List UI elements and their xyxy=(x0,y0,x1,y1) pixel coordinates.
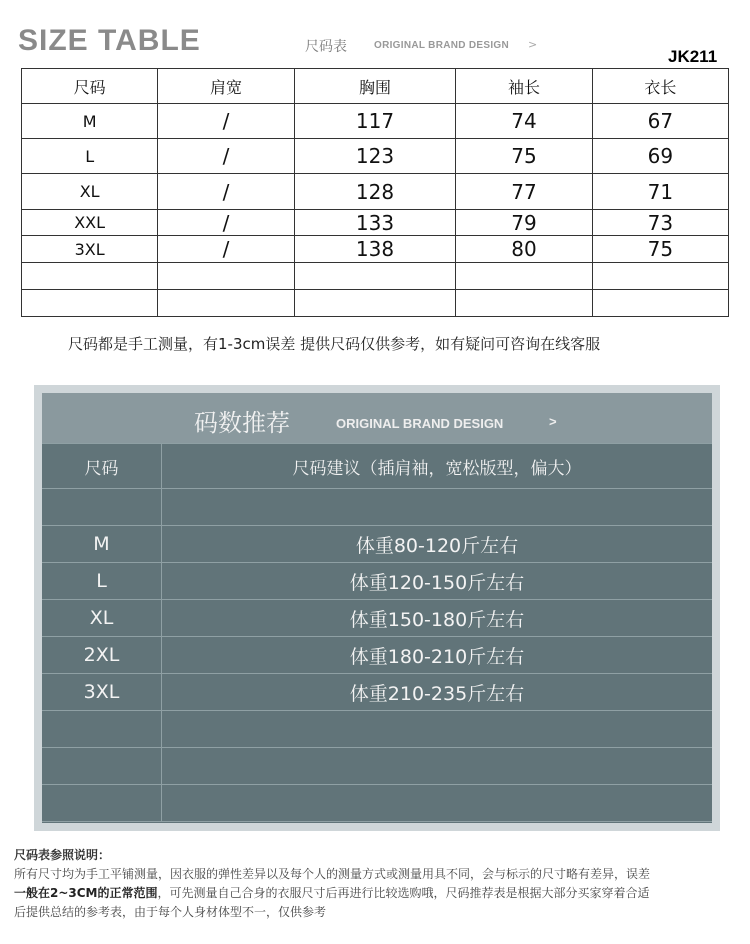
table-cell xyxy=(162,748,713,785)
note-emphasis: 一般在2~3CM的正常范围 xyxy=(14,886,158,900)
table-cell: 69 xyxy=(592,139,728,174)
table-cell: L xyxy=(22,139,158,174)
table-cell: M xyxy=(42,526,162,563)
table-cell xyxy=(162,785,713,822)
table-cell: 133 xyxy=(294,210,456,236)
table-cell xyxy=(22,290,158,317)
table-cell: XXL xyxy=(22,210,158,236)
table-row xyxy=(22,139,729,174)
table-cell: 体重180-210斤左右 xyxy=(162,637,713,674)
table-row xyxy=(42,489,712,526)
recommend-table xyxy=(42,443,712,822)
table-row xyxy=(22,290,729,317)
table-cell: 77 xyxy=(456,174,592,210)
table-cell xyxy=(42,711,162,748)
table-cell: / xyxy=(158,174,294,210)
table-cell: / xyxy=(158,210,294,236)
table-cell xyxy=(42,748,162,785)
note-line: 所有尺寸均为手工平铺测量，因衣服的弹性差异以及每个人的测量方式或测量用具不同，会与标示的尺寸略有差异，误差 xyxy=(14,867,651,881)
recommend-header xyxy=(42,393,712,444)
recommend-table-header xyxy=(42,444,712,489)
brand-label: ORIGINAL BRAND DESIGN xyxy=(374,40,510,51)
table-row xyxy=(22,210,729,236)
table-cell xyxy=(158,290,294,317)
table-cell: 3XL xyxy=(42,674,162,711)
col-header: 肩宽 xyxy=(158,69,294,104)
table-cell xyxy=(42,489,162,526)
table-cell: 71 xyxy=(592,174,728,210)
table-cell: / xyxy=(158,104,294,139)
col-header-size: 尺码 xyxy=(42,444,162,489)
table-cell: 73 xyxy=(592,210,728,236)
table-row xyxy=(42,600,712,637)
col-header: 袖长 xyxy=(456,69,592,104)
table-cell: / xyxy=(158,139,294,174)
table-cell: 74 xyxy=(456,104,592,139)
table-cell: 75 xyxy=(592,236,728,263)
table-cell: 体重80-120斤左右 xyxy=(162,526,713,563)
table-cell: / xyxy=(158,236,294,263)
table-cell xyxy=(42,785,162,822)
brand-label: ORIGINAL BRAND DESIGN xyxy=(336,416,504,431)
table-cell: L xyxy=(42,563,162,600)
table-cell xyxy=(158,263,294,290)
table-row xyxy=(42,637,712,674)
size-table-header xyxy=(22,69,729,104)
table-cell: XL xyxy=(22,174,158,210)
table-cell xyxy=(162,489,713,526)
size-table xyxy=(21,68,729,317)
measurement-note: 尺码都是手工测量，有1-3cm误差 提供尺码仅供参考，如有疑问可咨询在线客服 xyxy=(68,335,601,353)
table-row xyxy=(42,748,712,785)
table-cell xyxy=(592,290,728,317)
table-cell xyxy=(294,290,456,317)
table-cell xyxy=(162,711,713,748)
chevron-right-icon: > xyxy=(549,414,557,429)
table-cell: 体重210-235斤左右 xyxy=(162,674,713,711)
table-cell xyxy=(592,263,728,290)
table-cell: 138 xyxy=(294,236,456,263)
table-cell: XL xyxy=(42,600,162,637)
table-row xyxy=(22,236,729,263)
note-line: 后提供总结的参考表，由于每个人身材体型不一，仅供参考 xyxy=(14,905,327,919)
table-cell: 123 xyxy=(294,139,456,174)
recommend-title: 码数推荐 xyxy=(194,409,290,437)
col-header: 胸围 xyxy=(294,69,456,104)
table-cell: 67 xyxy=(592,104,728,139)
table-cell xyxy=(22,263,158,290)
table-cell: 2XL xyxy=(42,637,162,674)
table-row xyxy=(42,674,712,711)
table-cell xyxy=(456,290,592,317)
recommend-panel xyxy=(34,385,720,831)
table-cell: 79 xyxy=(456,210,592,236)
size-table-subtitle: 尺码表 xyxy=(305,39,347,55)
table-cell: 128 xyxy=(294,174,456,210)
table-cell: 80 xyxy=(456,236,592,263)
table-row xyxy=(42,563,712,600)
note-title: 尺码表参照说明： xyxy=(14,848,111,862)
table-cell: 75 xyxy=(456,139,592,174)
table-cell xyxy=(456,263,592,290)
table-cell: M xyxy=(22,104,158,139)
size-table-title: SIZE TABLE xyxy=(18,24,201,57)
table-cell: 体重120-150斤左右 xyxy=(162,563,713,600)
product-code: JK211 xyxy=(668,47,718,66)
table-row xyxy=(42,526,712,563)
chevron-right-icon: > xyxy=(528,38,538,51)
note-text: ，可先测量自己合身的衣服尺寸后再进行比较选购哦，尺码推荐表是根据大部分买家穿着合适 xyxy=(157,886,650,900)
table-row xyxy=(22,174,729,210)
table-row xyxy=(22,104,729,139)
table-cell xyxy=(294,263,456,290)
size-reference-note xyxy=(14,846,740,922)
table-row xyxy=(42,711,712,748)
note-line xyxy=(14,884,740,903)
col-header: 衣长 xyxy=(592,69,728,104)
col-header-advice: 尺码建议（插肩袖，宽松版型，偏大） xyxy=(162,444,713,489)
table-row xyxy=(42,785,712,822)
table-cell: 体重150-180斤左右 xyxy=(162,600,713,637)
col-header: 尺码 xyxy=(22,69,158,104)
table-cell: 117 xyxy=(294,104,456,139)
table-cell: 3XL xyxy=(22,236,158,263)
recommend-panel-body xyxy=(42,393,712,823)
table-row xyxy=(22,263,729,290)
